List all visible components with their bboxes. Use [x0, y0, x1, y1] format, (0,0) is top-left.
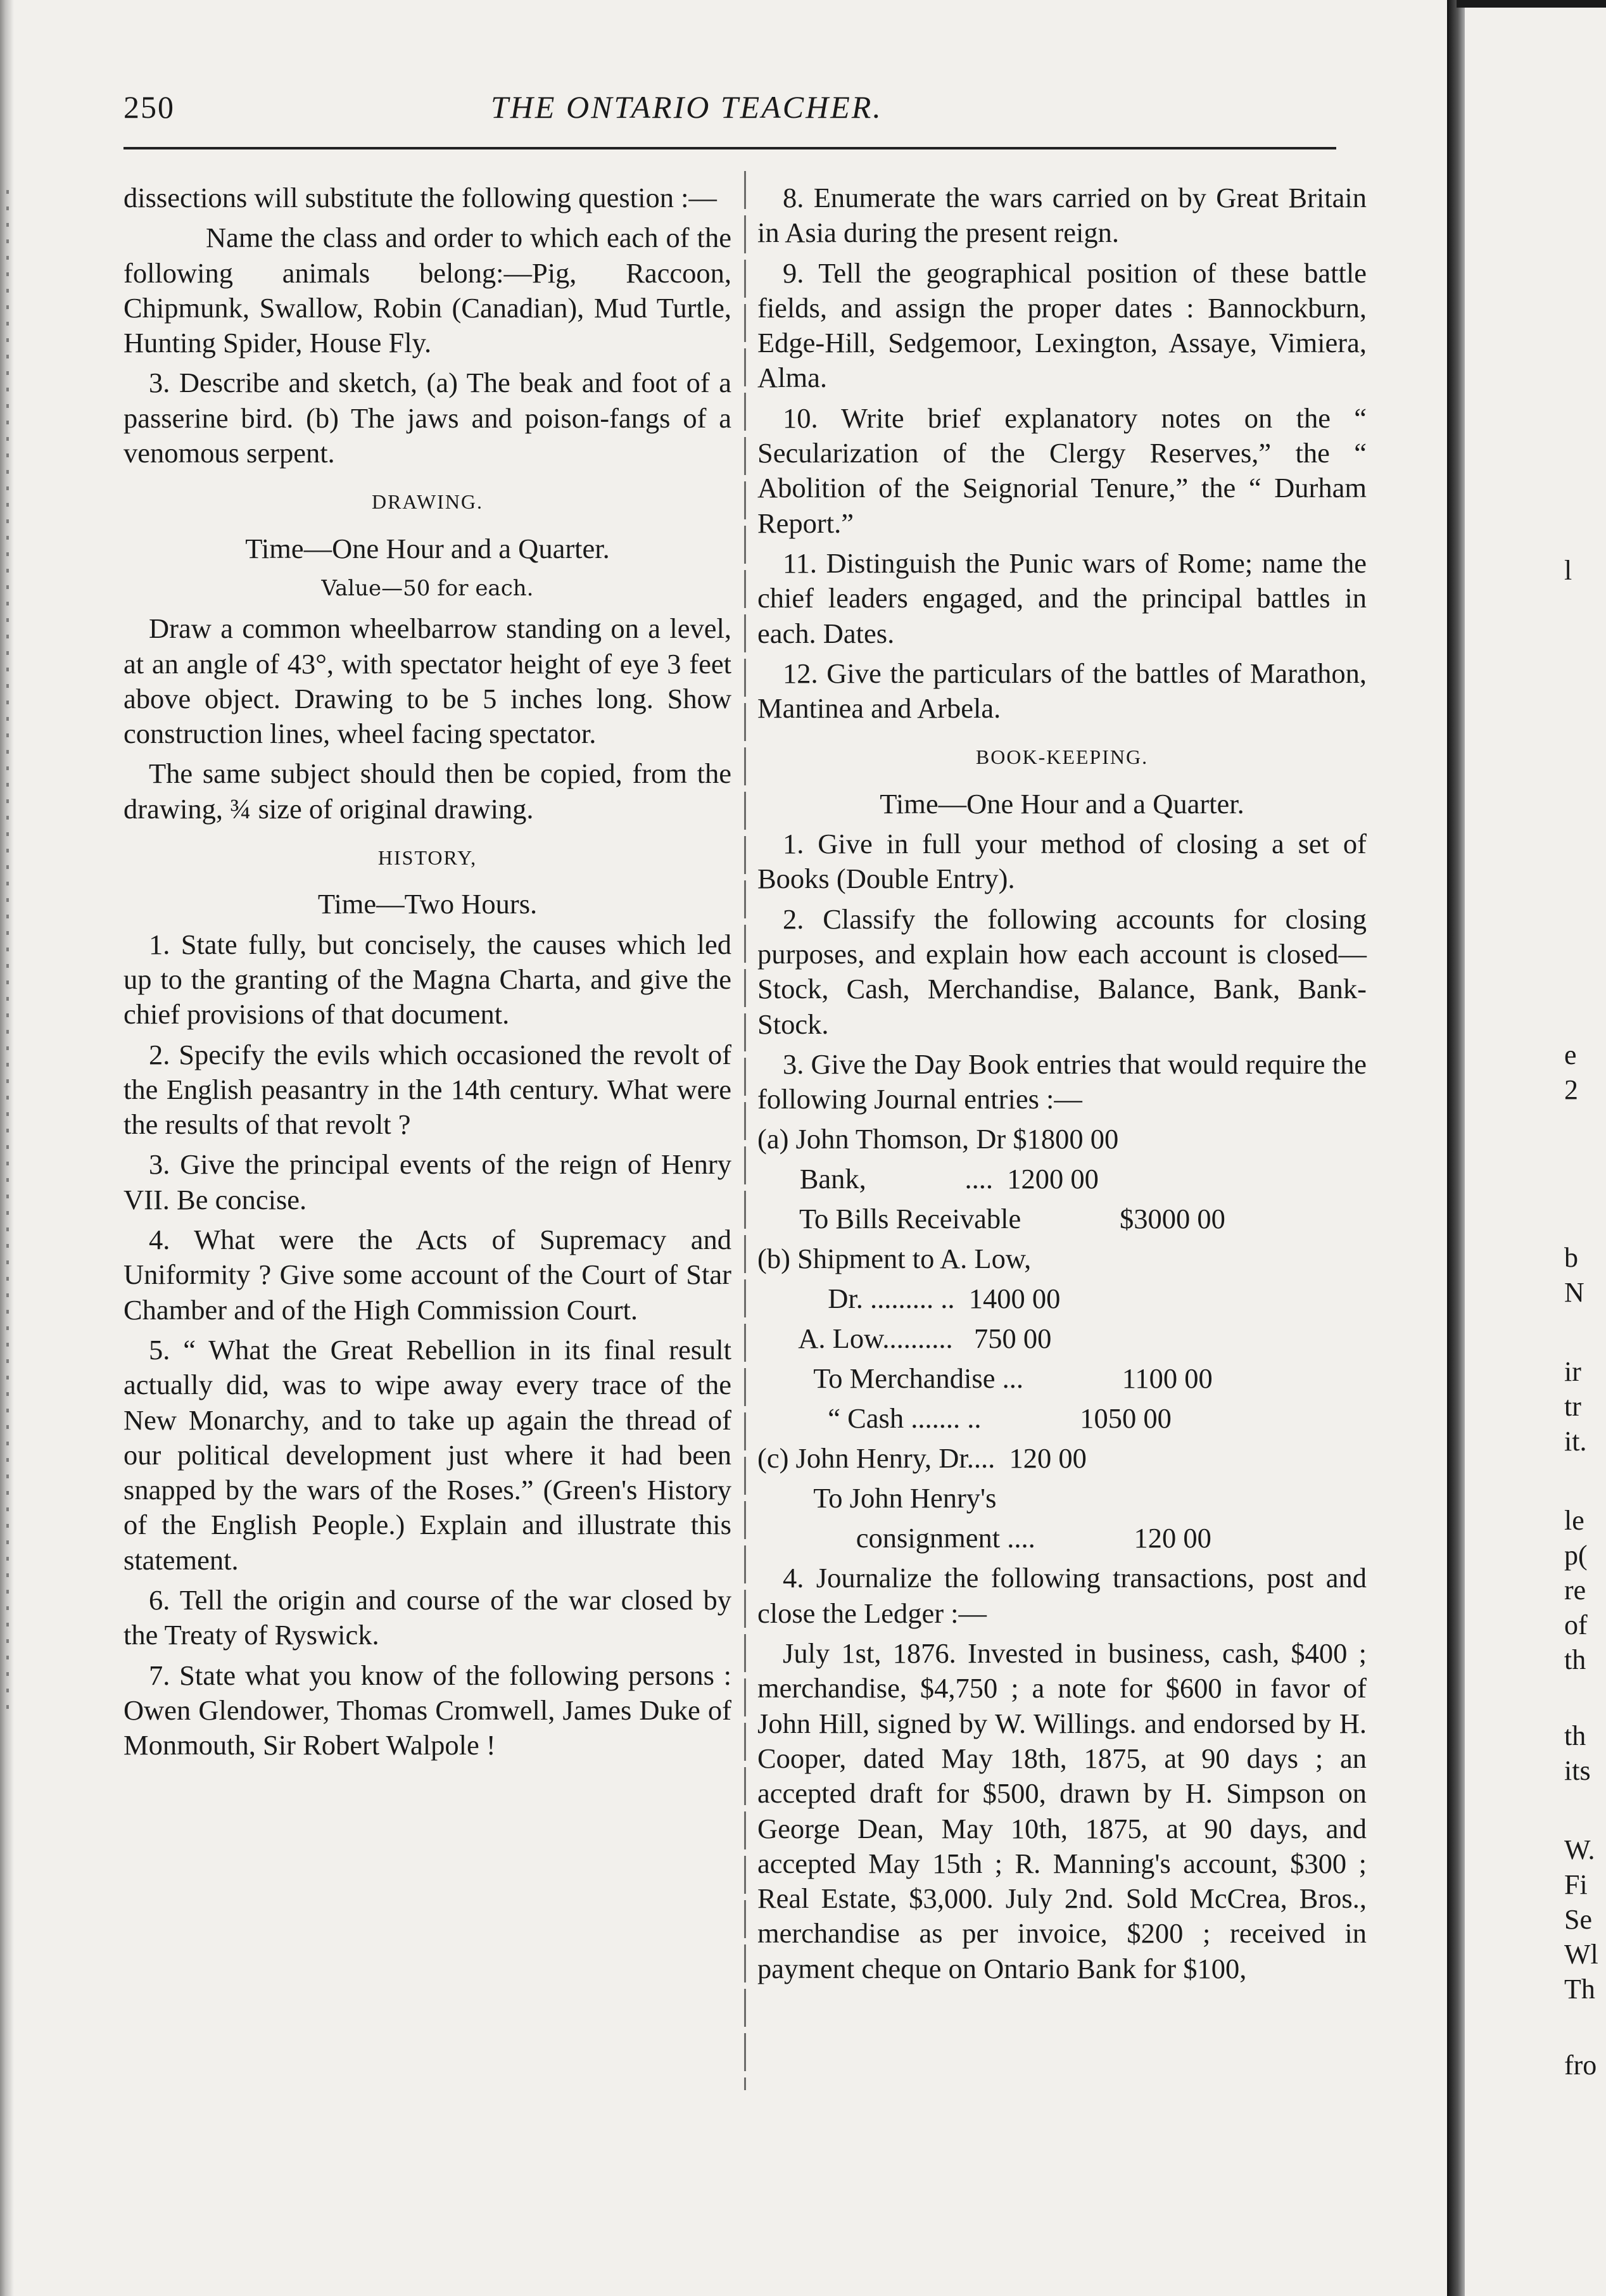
running-title: THE ONTARIO TEACHER. [491, 89, 883, 125]
question: 1. State fully, but concisely, the causes which led up to the granting of the Magna Charta, and give the chief provisions of that document. [123, 928, 731, 1031]
margin-fragment: b [1564, 1242, 1578, 1273]
section-heading-drawing: DRAWING. [371, 490, 484, 514]
question: 7. State what you know of the following persons : Owen Glendower, Thomas Cromwell, James Duke of Monmouth, Sir Robert Walpole ! [123, 1659, 731, 1761]
paragraph: Name the class and order to which each of the following animals belong:—Pig, Raccoon, Chipmunk, Swallow, Robin (Canadian), Mud Turtle, Hunting Spider, House Fly. [123, 222, 731, 359]
question: 11. Distinguish the Punic wars of Rome; name the chief leaders engaged, and the principal battles in each. Dates. [757, 547, 1367, 649]
journal-entry-line: “ Cash ....... .. 1050 00 [757, 1402, 1172, 1435]
journal-entry-line: Bank, .... 1200 00 [757, 1163, 1099, 1195]
margin-fragment: W. [1564, 1834, 1595, 1865]
section-heading-history: HISTORY, [377, 846, 477, 870]
journal-entry-line: To Merchandise ... 1100 00 [757, 1362, 1213, 1395]
journal-entry-line: (a) John Thomson, Dr $1800 00 [757, 1123, 1119, 1155]
column-rule [744, 171, 746, 2090]
question: 2. Classify the following accounts for closing purposes, and explain how each account is closed—Stock, Cash, Merchandise, Balance, Bank, Bank-Stock. [757, 903, 1367, 1040]
margin-fragment: le [1564, 1505, 1584, 1536]
paragraph: Draw a common wheelbarrow standing on a level, at an angle of 43°, with spectator height of eye 3 feet above object. Drawing to be 5 inches long. Show construction lines, wheel facing spectator. [123, 612, 731, 750]
question: 10. Write brief explanatory notes on the “ Secularization of the Clergy Reserves,” the “ Abolition of the Seignorial Tenure,” the “ Durham Report.” [757, 402, 1367, 539]
question: 4. What were the Acts of Supremacy and Uniformity ? Give some account of the Court of Star Chamber and of the High Commission Court. [123, 1224, 731, 1326]
margin-fragment: p( [1564, 1540, 1588, 1571]
question: 3. Give the principal events of the reign of Henry VII. Be concise. [123, 1148, 731, 1215]
question: 4. Journalize the following transactions, post and close the Ledger :— [757, 1562, 1367, 1629]
right-column [757, 181, 1367, 1991]
page-gutter-shadow [1447, 0, 1465, 2296]
journal-entries [757, 1122, 1367, 1556]
margin-fragment: re [1564, 1575, 1586, 1606]
margin-fragment: tr [1564, 1391, 1581, 1422]
margin-fragment: Se [1564, 1904, 1592, 1935]
time-allowed: Time—One Hour and a Quarter. [880, 787, 1244, 820]
question: 12. Give the particulars of the battles of Marathon, Mantinea and Arbela. [757, 657, 1367, 725]
journal-entry-line: To John Henry's [757, 1482, 997, 1514]
page-number: 250 [123, 89, 175, 125]
paragraph: The same subject should then be copied, from the drawing, ¾ size of original drawing. [123, 758, 731, 825]
margin-fragment: l [1564, 555, 1572, 586]
journal-entry-line: (b) Shipment to A. Low, [757, 1243, 1032, 1275]
value-note: Value—50 for each. [321, 575, 534, 601]
margin-fragment: th [1564, 1720, 1586, 1751]
margin-fragment: its [1564, 1755, 1591, 1786]
question: 6. Tell the origin and course of the war closed by the Treaty of Ryswick. [123, 1583, 731, 1651]
question: 1. Give in full your method of closing a set of Books (Double Entry). [757, 828, 1367, 895]
margin-fragment: e [1564, 1039, 1577, 1070]
margin-fragment: Wl [1564, 1939, 1598, 1970]
margin-fragment: Fi [1564, 1869, 1588, 1900]
adjacent-header-rule [1457, 0, 1606, 8]
question: 9. Tell the geographical position of these battle fields, and assign the proper dates : Bannockburn, Edge-Hill, Sedgemoor, Lexington, Assaye, Vimiera, Alma. [757, 257, 1367, 394]
paragraph: July 1st, 1876. Invested in business, cash, $400 ; merchandise, $4,750 ; a note for $600 in favor of John Hill, signed by W. Willings. and endorsed by H. Cooper, dated May 18th, 1875, at 90 days ; an accepted draft for $500, drawn by H. Simpson on George Dean, May 10th, 1875, at 90 days, and accepted May 15th ; R. Manning's account, $300 ; Real Estate, $3,000. July 2nd. Sold McCrea, Bros., merchandise as per invoice, $200 ; received in payment cheque on Ontario Bank for $100, [757, 1637, 1367, 1984]
paragraph: dissections will substitute the following question :— [123, 182, 717, 213]
journal-entry-line: consignment .... 120 00 [757, 1522, 1211, 1554]
journal-entry-line: (c) John Henry, Dr.... 120 00 [757, 1442, 1087, 1475]
margin-fragment: N [1564, 1277, 1584, 1308]
time-allowed: Time—One Hour and a Quarter. [245, 532, 610, 564]
time-allowed: Time—Two Hours. [317, 888, 538, 920]
margin-fragment: of [1564, 1609, 1588, 1640]
header-rule [123, 147, 1336, 149]
section-heading-bookkeeping: BOOK-KEEPING. [975, 745, 1149, 769]
binding-dots [6, 190, 9, 1710]
margin-fragment: 2 [1564, 1074, 1578, 1105]
journal-entry-line: To Bills Receivable $3000 00 [757, 1203, 1225, 1235]
question: 5. “ What the Great Rebellion in its final result actually did, was to wipe away every trace of the New Monarchy, and to take up again the thread of our political development just where it had been snapped by the wars of the Roses.” (Green's History of the English People.) Explain and illustrate this statement. [123, 1333, 731, 1576]
question: 8. Enumerate the wars carried on by Great Britain in Asia during the present reign. [757, 182, 1367, 249]
question: 3. Give the Day Book entries that would require the following Journal entries :— [757, 1048, 1367, 1115]
margin-fragment: Th [1564, 1974, 1595, 2005]
question: 3. Describe and sketch, (a) The beak and foot of a passerine bird. (b) The jaws and poison-fangs of a venomous serpent. [123, 367, 731, 469]
margin-fragment: th [1564, 1644, 1586, 1675]
journal-entry-line: Dr. ......... .. 1400 00 [757, 1283, 1061, 1315]
left-column [123, 181, 731, 1768]
journal-entry-line: A. Low.......... 750 00 [757, 1322, 1052, 1355]
page-header [123, 89, 1336, 139]
question: 2. Specify the evils which occasioned the revolt of the English peasantry in the 14th century. What were the results of that revolt ? [123, 1038, 731, 1141]
margin-fragment: fro [1564, 2050, 1597, 2081]
margin-fragment: ir [1564, 1356, 1581, 1387]
margin-fragment: it. [1564, 1426, 1587, 1457]
